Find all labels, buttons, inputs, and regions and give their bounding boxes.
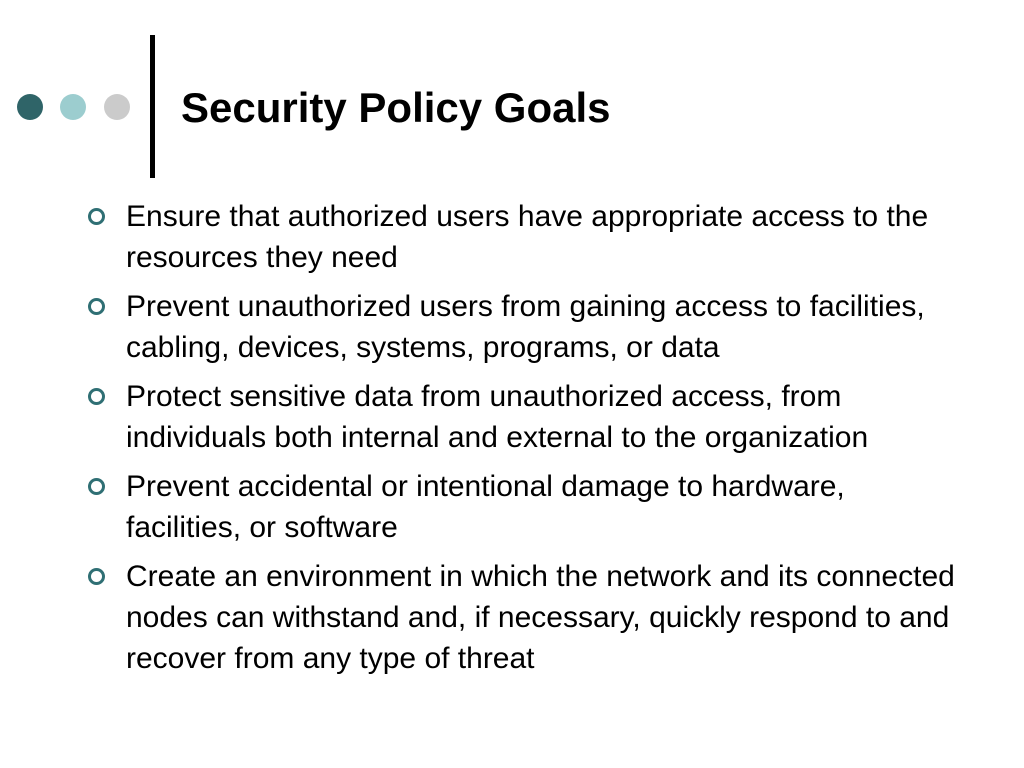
slide-title: Security Policy Goals bbox=[181, 84, 611, 131]
bullet-circle-icon bbox=[88, 208, 105, 225]
bullet-item bbox=[88, 286, 968, 368]
bullet-list bbox=[88, 196, 968, 687]
decorative-dot-gray-icon bbox=[104, 94, 130, 120]
bullet-circle-icon bbox=[88, 568, 105, 585]
bullet-text: Create an environment in which the network and its connected nodes can withstand and, if necessary, quickly respond to and recover from any type of threat bbox=[126, 560, 955, 675]
bullet-circle-icon bbox=[88, 388, 105, 405]
bullet-text: Ensure that authorized users have appropriate access to the resources they need bbox=[126, 200, 929, 274]
bullet-item bbox=[88, 466, 968, 548]
title-divider bbox=[150, 35, 155, 178]
bullet-circle-icon bbox=[88, 298, 105, 315]
decorative-dot-light-icon bbox=[60, 94, 86, 120]
bullet-text: Prevent accidental or intentional damage to hardware, facilities, or software bbox=[126, 470, 845, 544]
bullet-item bbox=[88, 376, 968, 458]
bullet-item bbox=[88, 556, 968, 679]
bullet-item bbox=[88, 196, 968, 278]
bullet-circle-icon bbox=[88, 478, 105, 495]
bullet-text: Protect sensitive data from unauthorized access, from individuals both internal and external to the organization bbox=[126, 380, 869, 454]
bullet-text: Prevent unauthorized users from gaining access to facilities, cabling, devices, systems, programs, or data bbox=[126, 290, 925, 364]
decorative-dot-dark-icon bbox=[17, 94, 43, 120]
